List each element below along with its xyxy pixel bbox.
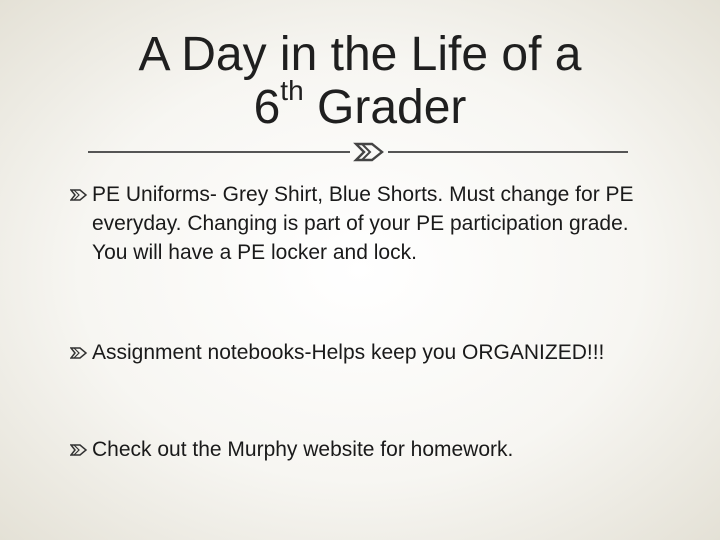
- feather-arrow-icon: [352, 134, 388, 170]
- title-line-1: A Day in the Life of a: [138, 28, 582, 81]
- bullet-item-pe-uniforms: [68, 180, 668, 267]
- bullet-text: Check out the Murphy website for homework.: [92, 438, 514, 461]
- feather-arrow-icon: [70, 188, 88, 202]
- feather-arrow-icon: [70, 346, 88, 360]
- title-divider-right: [388, 151, 628, 153]
- slide-title: [60, 28, 660, 134]
- title-grade-number: 6: [253, 81, 281, 134]
- title-line-2: [60, 75, 660, 134]
- title-grader-word: Grader: [317, 81, 467, 134]
- feather-arrow-icon: [70, 443, 88, 457]
- bullet-text: PE Uniforms- Grey Shirt, Blue Shorts. Must change for PE everyday. Changing is part of your PE participation grade. You will have a PE locker and lock.: [92, 183, 634, 264]
- title-divider-left: [88, 151, 350, 153]
- bullet-item-assignment-notebooks: [68, 338, 604, 367]
- bullet-item-murphy-website: [68, 435, 513, 464]
- bullet-text: Assignment notebooks-Helps keep you ORGANIZED!!!: [92, 341, 605, 364]
- title-ordinal-suffix: th: [280, 75, 304, 106]
